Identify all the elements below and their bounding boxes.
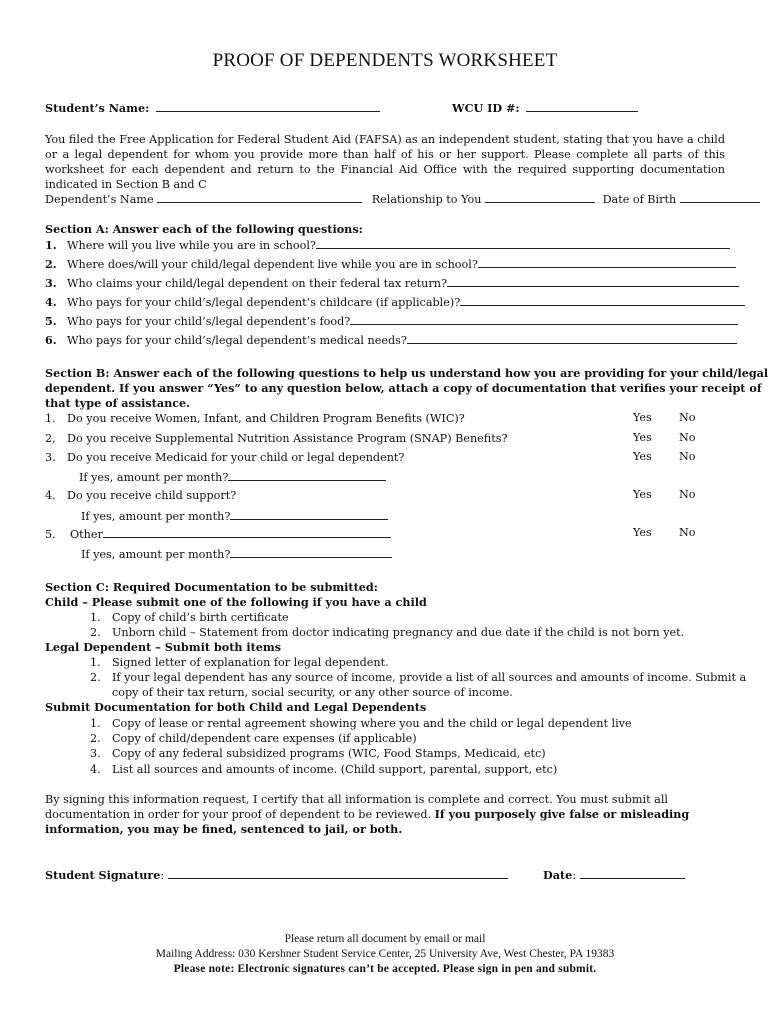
amount-row [81,508,388,524]
question-number: 1. [45,412,56,425]
dob-label: Date of Birth [602,193,677,206]
yes-option[interactable]: Yes [633,488,652,501]
date-field[interactable] [580,867,685,879]
question-number: 4. [45,489,56,502]
question-text: Who pays for your child’s/legal dependent’s medical needs? [67,334,407,347]
question-number: 2. [45,257,57,271]
yes-option[interactable]: Yes [633,526,652,539]
question-number: 3. [45,276,57,290]
amount-label: If yes, amount per month? [81,510,231,523]
item-text: Copy of lease or rental agreement showing where you and the child or legal dependent live [112,717,632,730]
yes-option[interactable]: Yes [633,431,652,444]
question-number: 5. [45,528,56,541]
dependent-row [45,191,760,207]
amount-label: If yes, amount per month? [81,548,231,561]
section-b-question [45,431,507,446]
section-b-question [45,488,236,503]
no-option[interactable]: No [679,431,696,444]
answer-field[interactable] [350,313,738,325]
wcu-id-field[interactable] [526,100,638,112]
no-option[interactable]: No [679,450,696,463]
section-a-question [45,294,745,310]
footer-return: Please return all document by email or mail [284,933,486,945]
relationship-label: Relationship to You [371,193,482,206]
date-row [543,867,685,883]
relationship-field[interactable] [485,191,595,203]
dependent-name-label: Dependent’s Name [45,193,154,206]
list-item-continued: copy of their tax return, social security, or any other source of income. [112,686,513,699]
section-b-question [45,450,404,465]
item-text: List all sources and amounts of income. (Child support, parental, support, etc) [112,763,558,776]
dependent-name-field[interactable] [157,191,362,203]
no-option[interactable]: No [679,488,696,501]
section-a-question [45,332,737,348]
footer-note: Please note: Electronic signatures can’t be accepted. Please sign in pen and submit. [173,963,597,975]
page-title: PROOF OF DEPENDENTS WORKSHEET [212,50,558,71]
section-b-question [45,411,465,426]
legal-heading: Legal Dependent – Submit both items [45,640,282,654]
signature-field[interactable] [168,867,508,879]
certification-paragraph [45,792,725,837]
date-colon: : [572,869,577,882]
item-text: Signed letter of explanation for legal dependent. [112,656,389,669]
answer-field[interactable] [478,256,736,268]
answer-field[interactable] [447,275,739,287]
amount-row [81,546,392,562]
section-b-heading: Section B: Answer each of the following questions to help us understand how you are providing for your child/legal [45,366,769,380]
question-text: Where will you live while you are in school? [67,239,316,252]
wcu-id-row [452,100,638,116]
other-field[interactable] [103,526,391,538]
question-number: 3. [45,451,56,464]
signature-label: Student Signature [45,868,161,882]
list-item [90,746,546,761]
item-number: 2. [90,732,101,745]
certification-text: By signing this information request, I certify that all information is complete and correct. You must submit all documentation in order for your proof of dependent to be reviewed. [45,793,668,821]
certification-warning: If you purposely give false or misleading information, you may be fined, sentenced to jail, or both. [45,807,690,836]
answer-field[interactable] [316,237,730,249]
list-item [90,655,389,670]
student-name-label: Student’s Name: [45,101,150,115]
yes-option[interactable]: Yes [633,411,652,424]
both-heading: Submit Documentation for both Child and Legal Dependents [45,700,427,714]
item-number: 3. [90,747,101,760]
section-b-heading: that type of assistance. [45,396,191,410]
signature-row [45,867,508,883]
section-b-heading: dependent. If you answer “Yes” to any question below, attach a copy of documentation that verifies your receipt of [45,381,762,395]
section-a-question [45,256,736,272]
item-number: 1. [90,717,101,730]
list-item [90,625,684,640]
list-item [90,610,289,625]
question-text: Do you receive child support? [67,489,237,502]
wcu-id-label: WCU ID #: [452,101,520,115]
question-text: Do you receive Supplemental Nutrition Assistance Program (SNAP) Benefits? [67,432,508,445]
item-text: Copy of any federal subsidized programs (WIC, Food Stamps, Medicaid, etc) [112,747,546,760]
list-item [90,716,632,731]
dob-field[interactable] [680,191,760,203]
no-option[interactable]: No [679,411,696,424]
section-c-heading: Section C: Required Documentation to be submitted: [45,580,378,594]
section-b-question [45,526,391,542]
section-a-question [45,237,730,253]
amount-label: If yes, amount per month? [79,471,229,484]
signature-colon: : [160,869,165,882]
date-label: Date [543,868,573,882]
question-text: Do you receive Medicaid for your child or legal dependent? [67,451,405,464]
list-item [90,670,746,685]
section-a-heading: Section A: Answer each of the following questions: [45,222,363,236]
question-text: Other [70,528,103,541]
amount-field[interactable] [230,508,388,520]
list-item [90,731,417,746]
student-name-field[interactable] [156,100,380,112]
question-number: 4. [45,295,57,309]
question-number: 6. [45,333,57,347]
list-item [90,762,557,777]
question-text: Who claims your child/legal dependent on their federal tax return? [67,277,447,290]
question-text: Who pays for your child’s/legal dependent’s childcare (if applicable)? [67,296,461,309]
question-text: Where does/will your child/legal dependent live while you are in school? [67,258,478,271]
item-number: 2. [90,671,101,684]
item-text: Copy of child’s birth certificate [112,611,289,624]
section-a-question [45,275,739,291]
item-number: 2. [90,626,101,639]
question-number: 5. [45,314,57,328]
item-number: 1. [90,656,101,669]
answer-field[interactable] [460,294,745,306]
amount-row [79,469,386,485]
intro-paragraph: You filed the Free Application for Federal Student Aid (FAFSA) as an independent student, stating that you have a child or a legal dependent for whom you provide more than half of his or her support. Please complete all parts of this worksheet for each dependent and return to the Financial Aid Office with the required supporting documentation indicated in Section B and C [45,133,725,191]
question-text: Do you receive Women, Infant, and Children Program Benefits (WIC)? [67,412,465,425]
student-name-row [45,100,380,116]
question-text: Who pays for your child’s/legal dependent’s food? [67,315,351,328]
item-number: 1. [90,611,101,624]
amount-field[interactable] [230,546,392,558]
question-number: 1. [45,238,57,252]
child-heading: Child – Please submit one of the following if you have a child [45,595,427,609]
footer-address: Mailing Address: 030 Kershner Student Service Center, 25 University Ave, West Chester, PA 19383 [155,948,615,960]
question-number: 2, [45,432,56,445]
no-option[interactable]: No [679,526,696,539]
item-text: Copy of child/dependent care expenses (if applicable) [112,732,417,745]
item-text: If your legal dependent has any source of income, provide a list of all sources and amounts of income. Submit a [112,671,747,684]
answer-field[interactable] [407,332,737,344]
amount-field[interactable] [228,469,386,481]
item-number: 4. [90,763,101,776]
yes-option[interactable]: Yes [633,450,652,463]
section-a-question [45,313,738,329]
item-text: Unborn child – Statement from doctor indicating pregnancy and due date if the child is not born yet. [112,626,685,639]
